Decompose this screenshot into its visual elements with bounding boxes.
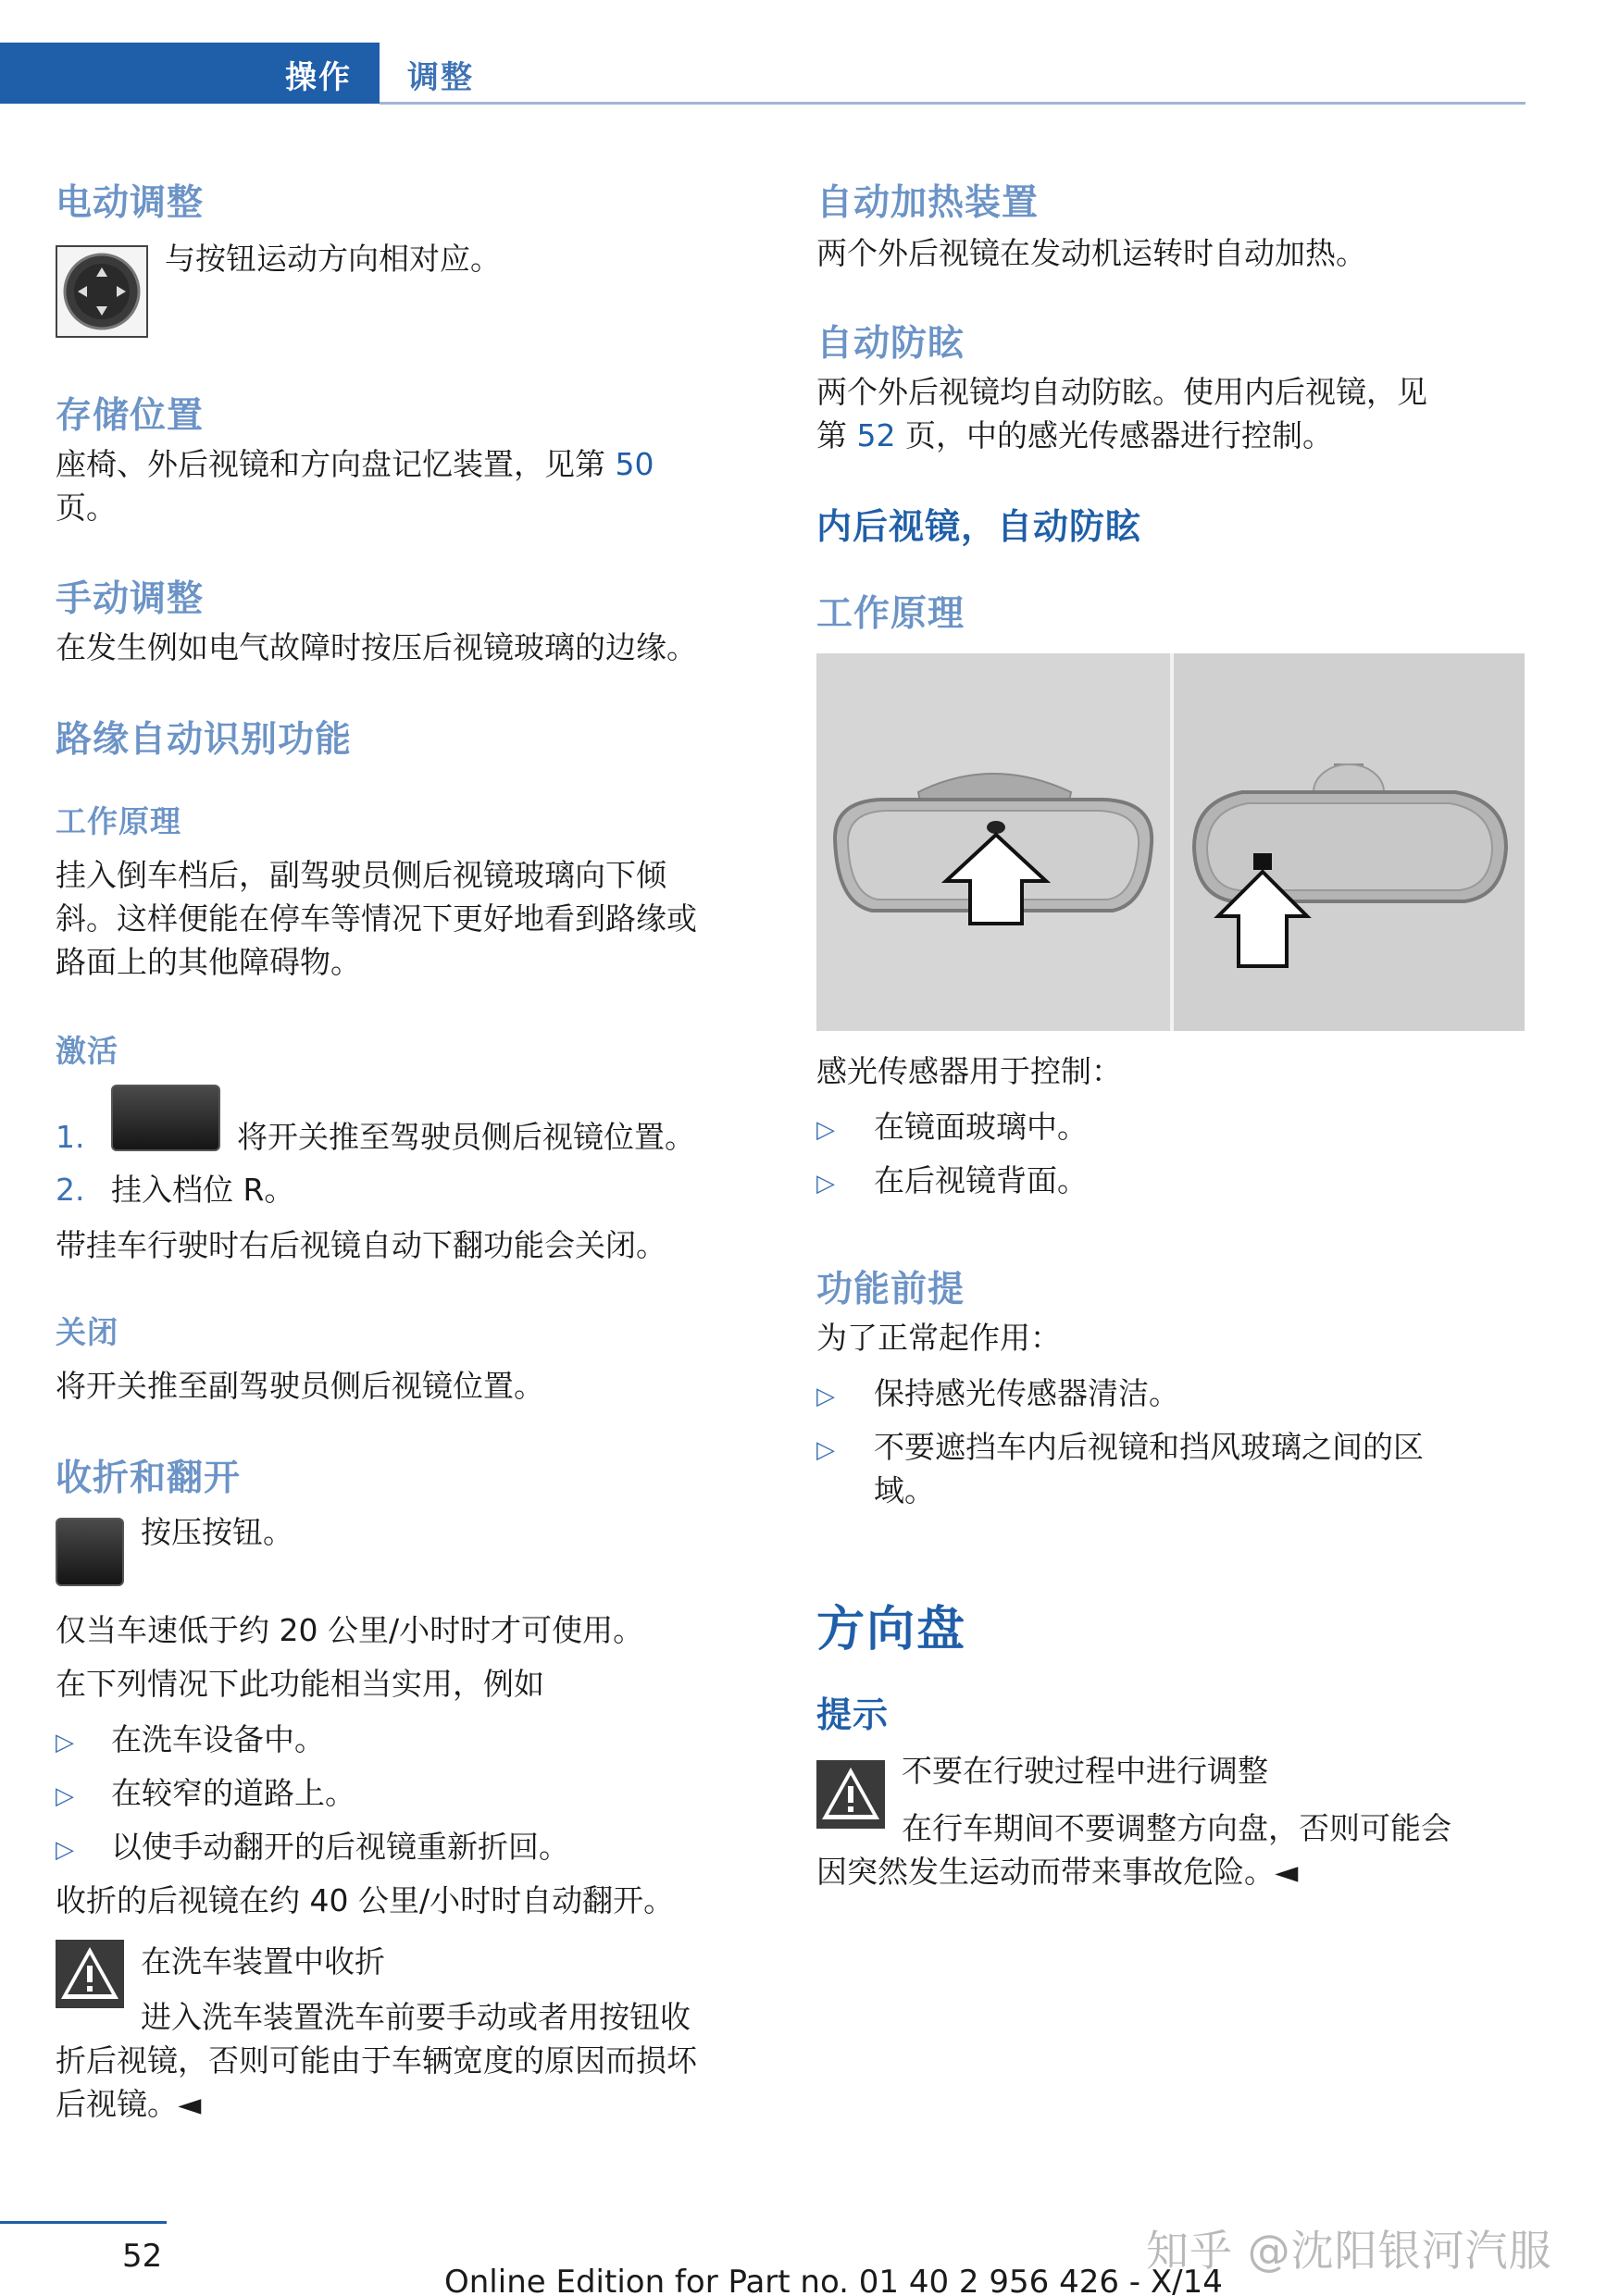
list-item-text: 不要遮挡车内后视镜和挡风玻璃之间的区: [874, 1429, 1424, 1465]
sensor-caption: 感光传感器用于控制：: [816, 1053, 1122, 1089]
triangle-right-icon: ▷: [816, 1383, 835, 1410]
section-title-heating: 自动加热装置: [816, 182, 1040, 224]
fold-button-icon: [56, 1518, 124, 1586]
triangle-right-icon: ▷: [56, 1729, 74, 1756]
section-title-inner-mirror: 内后视镜，自动防眩: [816, 506, 1142, 547]
tab-adjustment[interactable]: 调整: [407, 59, 474, 96]
memory-text: [56, 442, 759, 529]
subsection-principle: 工作原理: [56, 803, 181, 839]
fold-speed-text: 仅当车速低于约 20 公里/小时时才可使用。: [56, 1612, 644, 1648]
warning-line: 因突然发生运动而带来事故危险。◄: [816, 1854, 1299, 1890]
step-1-number: 1.: [56, 1119, 85, 1155]
page-link-52[interactable]: 52: [856, 417, 896, 453]
header-rule: [380, 102, 1526, 105]
step-2-text: 挂入档位 R。: [111, 1172, 295, 1208]
edition-text: Online Edition for Part no. 01 40 2 956 426 - X/14: [444, 2264, 1223, 2296]
triangle-right-icon: ▷: [56, 1836, 74, 1864]
section-title-manual: 手动调整: [56, 578, 205, 620]
list-item-text: 以使手动翻开的后视镜重新折回。: [111, 1829, 569, 1865]
antiglare-line-2: [816, 414, 1525, 457]
footer-rule: [0, 2221, 167, 2224]
fold-button-text: 按压按钮。: [141, 1514, 293, 1550]
curb-line: 斜。这样便能在停车等情况下更好地看到路缘或: [56, 900, 697, 937]
mirror-joystick-icon: [56, 245, 148, 338]
section-title-antiglare: 自动防眩: [816, 323, 965, 365]
watermark: 知乎 @沈阳银河汽服: [1146, 2226, 1552, 2276]
list-item-text: 在较窄的道路上。: [111, 1775, 355, 1811]
antiglare-prefix: 第: [816, 417, 847, 453]
warning-title: 不要在行驶过程中进行调整: [902, 1753, 1268, 1789]
mirror-illustration: [816, 653, 1525, 1031]
deactivate-text: 将开关推至副驾驶员侧后视镜位置。: [56, 1368, 544, 1404]
list-item-text-cont: 域。: [874, 1472, 935, 1508]
manual-text: 在发生例如电气故障时按压后视镜玻璃的边缘。: [56, 629, 697, 665]
subsection-deactivate: 关闭: [56, 1314, 118, 1350]
list-item-text: 在洗车设备中。: [111, 1721, 325, 1757]
trailer-note: 带挂车行驶时右后视镜自动下翻功能会关闭。: [56, 1227, 666, 1263]
triangle-right-icon: ▷: [816, 1436, 835, 1464]
page-number: 52: [122, 2238, 163, 2275]
warning-line: 折后视镜，否则可能由于车辆宽度的原因而损坏: [56, 2042, 697, 2079]
triangle-right-icon: ▷: [56, 1782, 74, 1810]
step-2-number: 2.: [56, 1172, 85, 1208]
fold-usage-text: 在下列情况下此功能相当实用，例如: [56, 1666, 544, 1702]
curb-line: 挂入倒车档后，副驾驶员侧后视镜玻璃向下倾: [56, 857, 666, 893]
auto-unfold-text: 收折的后视镜在约 40 公里/小时时自动翻开。: [56, 1882, 675, 1918]
heating-text: 两个外后视镜在发动机运转时自动加热。: [816, 235, 1366, 271]
warning-line: 进入洗车装置洗车前要手动或者用按钮收: [141, 1999, 691, 2035]
chapter-title-steering-wheel: 方向盘: [816, 1602, 967, 1657]
list-item: [816, 1159, 835, 1206]
section-title-fold: 收折和翻开: [56, 1458, 242, 1499]
list-item: [816, 1425, 835, 1472]
warning-line: 在行车期间不要调整方向盘，否则可能会: [902, 1810, 1451, 1846]
antiglare-text: [816, 370, 1525, 457]
memory-text-a: 座椅、外后视镜和方向盘记忆装置，见第: [56, 446, 605, 482]
antiglare-line: 两个外后视镜均自动防眩。使用内后视镜，见: [816, 374, 1427, 410]
subsection-hint: 提示: [816, 1694, 890, 1735]
list-item: [816, 1371, 835, 1419]
subsection-activate: 激活: [56, 1033, 118, 1069]
list-item: [56, 1771, 74, 1818]
section-title-prerequisite: 功能前提: [816, 1269, 965, 1310]
list-item: [816, 1105, 835, 1152]
list-item-text: 在镜面玻璃中。: [874, 1109, 1088, 1145]
section-title-electric: 电动调整: [56, 182, 205, 224]
warning-triangle-icon: [816, 1760, 885, 1829]
triangle-right-icon: ▷: [816, 1170, 835, 1198]
subsection-principle-right: 工作原理: [816, 593, 965, 635]
warning-title: 在洗车装置中收折: [141, 1943, 385, 1980]
curb-text: [56, 853, 759, 984]
antiglare-suffix: 页，中的感光传感器进行控制。: [905, 417, 1333, 453]
warning-line: 后视镜。◄: [56, 2086, 202, 2122]
list-item-text: 保持感光传感器清洁。: [874, 1375, 1179, 1411]
tab-operation[interactable]: 操作: [285, 59, 352, 96]
mirror-switch-icon: [111, 1085, 220, 1151]
section-title-curb: 路缘自动识别功能: [56, 719, 353, 761]
warning-triangle-icon: [56, 1940, 124, 2008]
step-1-text: 将开关推至驾驶员侧后视镜位置。: [237, 1119, 695, 1155]
electric-text: 与按钮运动方向相对应。: [165, 241, 501, 277]
curb-line: 路面上的其他障碍物。: [56, 944, 361, 980]
page-link-50[interactable]: 50: [615, 446, 654, 482]
prerequisite-text: 为了正常起作用：: [816, 1320, 1061, 1356]
list-item-text: 在后视镜背面。: [874, 1162, 1088, 1198]
section-title-memory: 存储位置: [56, 395, 205, 437]
list-item: [56, 1825, 74, 1872]
memory-text-b: 页。: [56, 490, 117, 526]
triangle-right-icon: ▷: [816, 1116, 835, 1144]
list-item: [56, 1718, 74, 1765]
